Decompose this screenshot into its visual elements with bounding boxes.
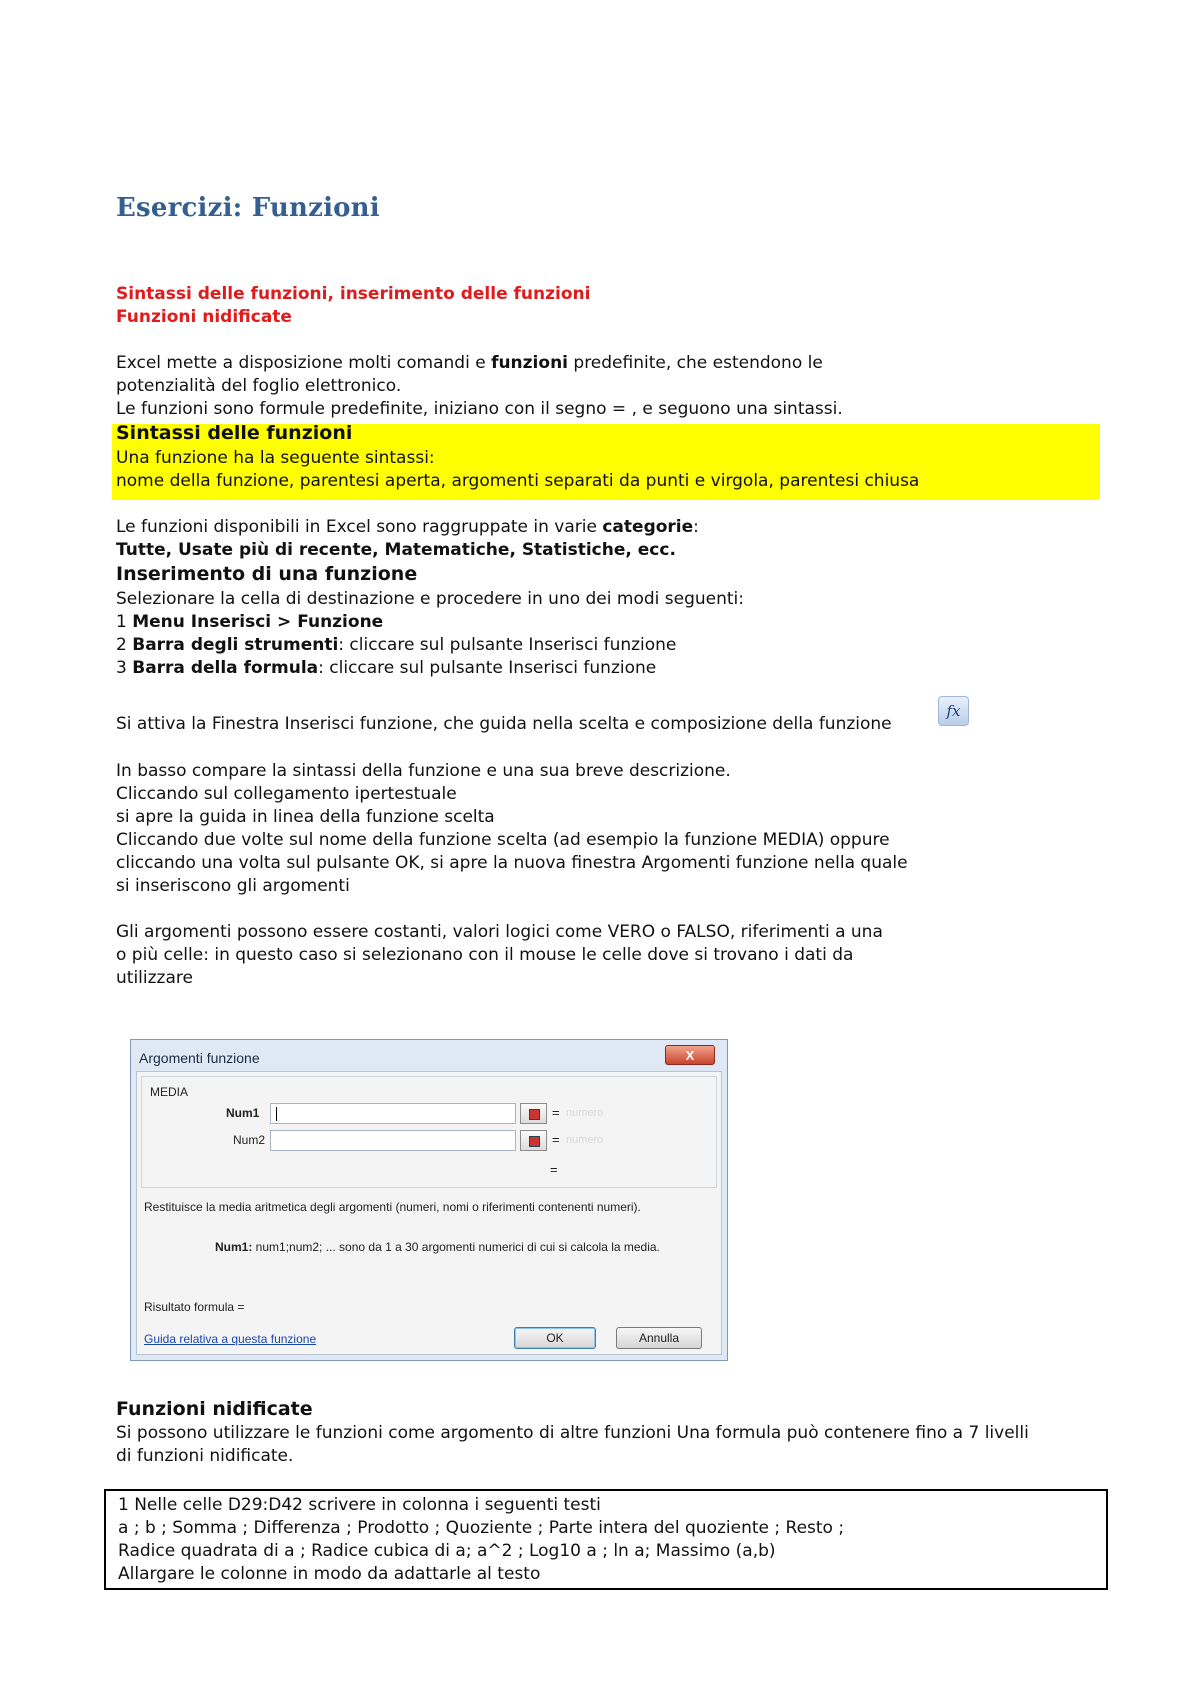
arg2-value-hint: numero: [566, 1134, 604, 1146]
explain-line5: cliccando una volta sul pulsante OK, si apre la nuova finestra Argomenti funzione nella quale: [116, 853, 908, 873]
function-description: Restituisce la media aritmetica degli argomenti (numeri, nomi o riferimenti contenenti numeri).: [144, 1200, 641, 1214]
option1-bold: Menu Inserisci > Funzione: [132, 612, 384, 632]
intro-text: Excel mette a disposizione molti comandi e: [116, 353, 492, 373]
cancel-button[interactable]: Annulla: [616, 1327, 702, 1349]
categories-colon: :: [693, 517, 699, 537]
dialog-title: Argomenti funzione: [139, 1050, 260, 1066]
categories-line1: [116, 516, 699, 539]
syntax-heading: Sintassi delle funzioni: [116, 422, 353, 444]
formula-result-label: Risultato formula =: [144, 1300, 245, 1314]
categories-bold-term: categorie: [602, 517, 694, 537]
insert-option3: [116, 657, 656, 680]
syntax-line1: Una funzione ha la seguente sintassi:: [116, 448, 435, 468]
argomenti-funzione-dialog: [130, 1039, 728, 1361]
option2-text: : cliccare sul pulsante Inserisci funzione: [338, 635, 677, 655]
explain-line1: In basso compare la sintassi della funzione e una sua breve descrizione.: [116, 761, 731, 781]
dialog-body: [136, 1071, 722, 1355]
red-heading-line1: Sintassi delle funzioni, inserimento delle funzioni: [116, 284, 591, 304]
exercise-line4: Allargare le colonne in modo da adattarle al testo: [118, 1564, 541, 1584]
intro-bold-term: funzioni: [491, 353, 568, 373]
dialog-close-button[interactable]: X: [665, 1045, 715, 1065]
exercise-line3: Radice quadrata di a ; Radice cubica di a; a^2 ; Log10 a ; ln a; Massimo (a,b): [118, 1541, 776, 1561]
function-help-link[interactable]: Guida relativa a questa funzione: [144, 1332, 317, 1346]
explain-line4: Cliccando due volte sul nome della funzione scelta (ad esempio la funzione MEDIA) oppure: [116, 830, 890, 850]
option2-bold: Barra degli strumenti: [132, 635, 339, 655]
argument-help-label: Num1:: [215, 1240, 253, 1254]
explain-line6: si inseriscono gli argomenti: [116, 876, 350, 896]
arg1-input[interactable]: [270, 1103, 516, 1124]
insert-window-text: Si attiva la Finestra Inserisci funzione, che guida nella scelta e composizione della funzione: [116, 714, 892, 734]
insert-function-fx-icon: fx: [938, 696, 969, 726]
categories-list: Tutte, Usate più di recente, Matematiche, Statistiche, ecc.: [116, 540, 676, 560]
insert-option2: [116, 634, 676, 657]
function-name-label: MEDIA: [150, 1085, 189, 1099]
nested-heading: Funzioni nidificate: [116, 1398, 313, 1420]
exercise-box: [104, 1489, 1108, 1590]
result-equals: =: [550, 1162, 558, 1177]
insert-intro: Selezionare la cella di destinazione e procedere in uno dei modi seguenti:: [116, 589, 745, 609]
page-title: Esercizi: Funzioni: [116, 193, 380, 223]
args-line3: utilizzare: [116, 968, 193, 988]
arg1-label: Num1: [226, 1106, 260, 1120]
exercise-line1: 1 Nelle celle D29:D42 scrivere in colonna i seguenti testi: [118, 1495, 601, 1515]
arg2-label: Num2: [233, 1133, 266, 1147]
option3-text: : cliccare sul pulsante Inserisci funzione: [318, 658, 657, 678]
categories-text: Le funzioni disponibili in Excel sono raggruppate in varie: [116, 517, 603, 537]
intro-line3: Le funzioni sono formule predefinite, iniziano con il segno = , e seguono una sintassi.: [116, 399, 843, 419]
insert-heading: Inserimento di una funzione: [116, 563, 418, 585]
function-group-box: [141, 1076, 717, 1188]
intro-text-end: predefinite, che estendono le: [568, 353, 823, 373]
arg1-value-hint: numero: [566, 1107, 604, 1119]
intro-line1: [116, 352, 823, 375]
exercise-line2: a ; b ; Somma ; Differenza ; Prodotto ; Quoziente ; Parte intera del quoziente ; Resto ;: [118, 1518, 845, 1538]
argument-help-text: num1;num2; ... sono da 1 a 30 argomenti numerici di cui si calcola la media.: [252, 1240, 660, 1254]
option1-number: 1: [116, 612, 133, 632]
intro-line2: potenzialità del foglio elettronico.: [116, 376, 402, 396]
explain-line3: si apre la guida in linea della funzione scelta: [116, 807, 495, 827]
option3-bold: Barra della formula: [132, 658, 319, 678]
nested-line2: di funzioni nidificate.: [116, 1446, 294, 1466]
option3-number: 3: [116, 658, 133, 678]
arg1-equals: =: [552, 1105, 560, 1120]
syntax-line2: nome della funzione, parentesi aperta, argomenti separati da punti e virgola, parentesi chiusa: [116, 471, 920, 491]
insert-option1: [116, 611, 383, 634]
ok-button[interactable]: OK: [514, 1327, 596, 1349]
args-line2: o più celle: in questo caso si selezionano con il mouse le celle dove si trovano i dati da: [116, 945, 854, 965]
nested-line1: Si possono utilizzare le funzioni come argomento di altre funzioni Una formula può contenere fino a 7 livelli: [116, 1423, 1029, 1443]
arg2-equals: =: [552, 1132, 560, 1147]
explain-line2: Cliccando sul collegamento ipertestuale: [116, 784, 457, 804]
red-heading-line2: Funzioni nidificate: [116, 307, 292, 327]
args-line1: Gli argomenti possono essere costanti, valori logici come VERO o FALSO, riferimenti a una: [116, 922, 883, 942]
arg1-collapse-button[interactable]: [520, 1103, 547, 1124]
arg2-collapse-button[interactable]: [520, 1130, 547, 1151]
argument-help: [215, 1240, 660, 1254]
text-caret: [276, 1107, 277, 1121]
arg2-input[interactable]: [270, 1130, 516, 1151]
option2-number: 2: [116, 635, 133, 655]
